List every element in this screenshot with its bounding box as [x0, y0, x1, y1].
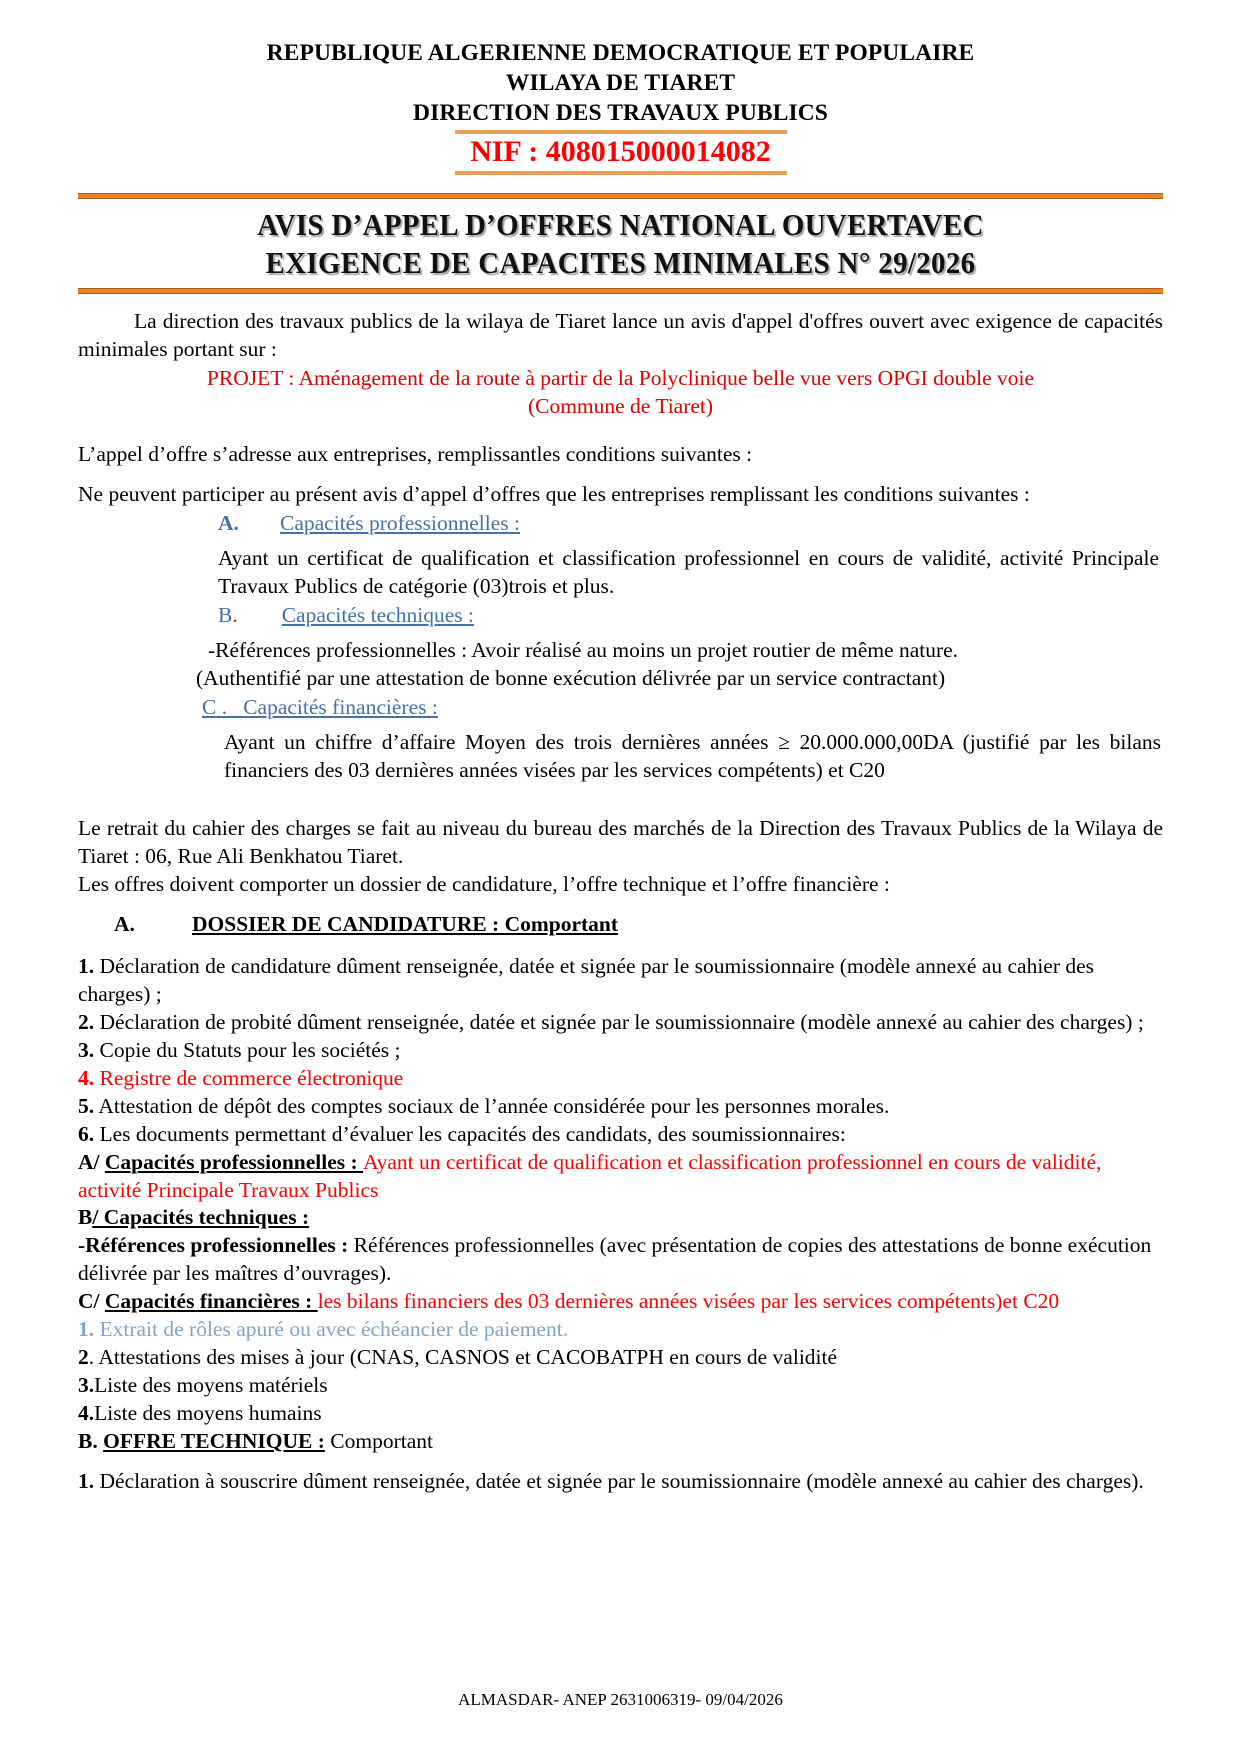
addressed-paragraph: L’appel d’offre s’adresse aux entreprises, remplissantles conditions suivantes :: [78, 441, 753, 466]
sub-capacity-c-prefix: C/: [78, 1289, 105, 1314]
capacity-label-a: Capacités professionnelles :: [280, 510, 521, 535]
technical-heading-tail: Comportant: [324, 1428, 433, 1453]
list-item-text: Attestation de dépôt des comptes sociaux de l’année considérée pour les personnes morales.: [98, 1093, 890, 1118]
capacity-text-b-2: (Authentifié par une attestation de bonne exécution délivrée par un service contractant): [196, 666, 946, 691]
dossier-letter: A.: [114, 912, 135, 937]
list-item-text: Copie du Statuts pour les sociétés ;: [99, 1037, 401, 1062]
notice-title: [116, 199, 1125, 288]
capacity-text-b-1: -Références professionnelles : Avoir réalisé au moins un projet routier de même nature.: [208, 638, 959, 663]
list-item: [78, 1037, 1163, 1065]
capacity-text-a: Ayant un certificat de qualification et classification professionnel en cours de validité, activité Principale Travaux Publics de catégorie (03)trois et plus.: [218, 545, 1159, 598]
sub-capacity-a-label: Capacités professionnelles :: [104, 1149, 364, 1174]
list-item-number: 2: [78, 1345, 89, 1370]
sub-capacity-b-ref-text: Références professionnelles (avec présentation de copies des attestations de bonne exécution délivrée par les maîtres d’ouvrages).: [78, 1233, 1152, 1286]
nif-rule-bottom: [455, 171, 787, 175]
list-item-text: Registre de commerce électronique: [99, 1065, 404, 1090]
list-item: [78, 953, 1163, 1009]
capacity-letter-a: A.: [218, 510, 239, 535]
list-item-text: Extrait de rôles apuré ou avec échéancier de paiement.: [94, 1317, 569, 1342]
list-item: [78, 1400, 1163, 1428]
list-item-text: Les documents permettant d’évaluer les capacités des candidats, des soumissionnaires:: [99, 1121, 846, 1146]
sub-capacity-c-label: Capacités financières :: [104, 1289, 318, 1314]
page-footer: ALMASDAR- ANEP 2631006319- 09/04/2026: [458, 1690, 783, 1709]
dossier-item-list: [78, 953, 1163, 1149]
intro-paragraph: La direction des travaux publics de la wilaya de Tiaret lance un avis d'appel d'offres ouvert avec exigence de capacités minimales portant sur :: [78, 309, 1163, 361]
document-body: [78, 308, 1163, 1496]
project-line-2: (Commune de Tiaret): [527, 394, 714, 419]
project-line-1: PROJET : Aménagement de la route à partir de la Polyclinique belle vue vers OPGI double voie: [206, 365, 1035, 390]
list-item-number: 4.: [78, 1065, 95, 1090]
header-line-republic: REPUBLIQUE ALGERIENNE DEMOCRATIQUE ET POPULAIRE: [266, 40, 975, 66]
technical-heading: [78, 1428, 1163, 1456]
technical-item-1-number: 1.: [78, 1468, 95, 1493]
capacity-letter-b: B: [218, 602, 233, 627]
list-item: [78, 1372, 1163, 1400]
list-item-number: 1.: [78, 954, 95, 979]
capacity-heading-a: [218, 509, 1163, 537]
technical-item-1-text: Déclaration à souscrire dûment renseignée, datée et signée par le soumissionnaire (modèle annexé au cahier des charges).: [99, 1468, 1144, 1493]
sub-capacity-b: [78, 1204, 1163, 1232]
conditions-paragraph: Ne peuvent participer au présent avis d’appel d’offres que les entreprises remplissant les conditions suivantes :: [78, 481, 1030, 506]
withdrawal-paragraph: Le retrait du cahier des charges se fait au niveau du bureau des marchés de la Direction des Travaux Publics de la Wilaya de Tiaret : 06, Rue Ali Benkhatou Tiaret.: [78, 816, 1163, 869]
sub-capacity-b-prefix: B: [78, 1205, 93, 1230]
list-item-number: 3.: [78, 1037, 95, 1062]
list-item: [78, 1093, 1163, 1121]
list-item-number: 5.: [78, 1093, 95, 1118]
sub-capacity-b-references: [78, 1232, 1163, 1288]
list-item-text: Liste des moyens matériels: [94, 1373, 328, 1398]
capacity-label-c: Capacités financières :: [243, 695, 438, 720]
dossier-heading-label: DOSSIER DE CANDIDATURE : Comportant: [192, 912, 619, 937]
list-item-number: 1.: [78, 1317, 95, 1342]
capacity-heading-c: [202, 693, 1163, 721]
sub-capacity-c: [78, 1288, 1163, 1316]
list-item: [78, 1009, 1163, 1037]
technical-item-1: [78, 1468, 1163, 1496]
list-item-number: 6.: [78, 1121, 95, 1146]
sub-capacity-c-text: les bilans financiers des 03 dernières années visées par les services compétents)et C20: [317, 1289, 1060, 1314]
sub-capacity-a: [78, 1149, 1163, 1205]
sub-capacity-a-text: Ayant un certificat de qualification et classification professionnel en cours de validité, activité Principale Travaux Publics: [78, 1149, 1102, 1202]
capacity-letter-c: C .: [202, 695, 228, 720]
list-item-text: Liste des moyens humains: [94, 1401, 322, 1426]
sub-capacity-b-label: / Capacités techniques :: [92, 1205, 310, 1230]
sub-capacity-a-prefix: A/: [78, 1149, 105, 1174]
capacity-heading-b: [218, 601, 1163, 629]
nif-value: NIF : 408015000014082: [470, 135, 771, 169]
list-item-text: . Attestations des mises à jour (CNAS, CASNOS et CACOBATPH en cours de validité: [88, 1345, 838, 1370]
document-header: [78, 38, 1163, 128]
capacity-text-c: Ayant un chiffre d’affaire Moyen des trois dernières années ≥ 20.000.000,00DA (justifié par les bilans financiers des 03 dernières années visées par les services compétents) et C20: [224, 730, 1161, 783]
technical-letter: B.: [78, 1428, 98, 1453]
offers-paragraph: Les offres doivent comporter un dossier de candidature, l’offre technique et l’offre financière :: [78, 872, 890, 897]
list-item-text: Déclaration de probité dûment renseignée, datée et signée par le soumissionnaire (modèle annexé au cahier des charges) ;: [99, 1009, 1144, 1034]
header-line-direction: DIRECTION DES TRAVAUX PUBLICS: [413, 100, 828, 127]
technical-heading-label: OFFRE TECHNIQUE :: [103, 1428, 325, 1453]
notice-title-line1: AVIS D’APPEL D’OFFRES NATIONAL OUVERTAVEC: [257, 207, 984, 243]
dossier-heading: [114, 911, 1163, 939]
title-rule-bottom: [78, 288, 1163, 294]
title-band: [78, 193, 1163, 294]
nif-block: [455, 130, 787, 175]
list-item-number: 3.: [78, 1373, 95, 1398]
capacity-label-b: Capacités techniques :: [281, 602, 474, 627]
list-item: [78, 1065, 1163, 1093]
list-item-text: Déclaration de candidature dûment renseignée, datée et signée par le soumissionnaire (modèle annexé au cahier des charges) ;: [78, 954, 1095, 1006]
capacity-letter-b-dot: .: [232, 602, 238, 627]
notice-title-line2: EXIGENCE DE CAPACITES MINIMALES N° 29/2026: [265, 245, 976, 281]
list-item-number: 4.: [78, 1401, 95, 1426]
list-item: [78, 1316, 1163, 1344]
sub-capacity-b-ref-label: -Références professionnelles :: [78, 1233, 349, 1258]
list-item: [78, 1121, 1163, 1149]
header-line-wilaya: WILAYA DE TIARET: [505, 70, 736, 97]
list-item: [78, 1344, 1163, 1372]
list-item-number: 2.: [78, 1009, 95, 1034]
